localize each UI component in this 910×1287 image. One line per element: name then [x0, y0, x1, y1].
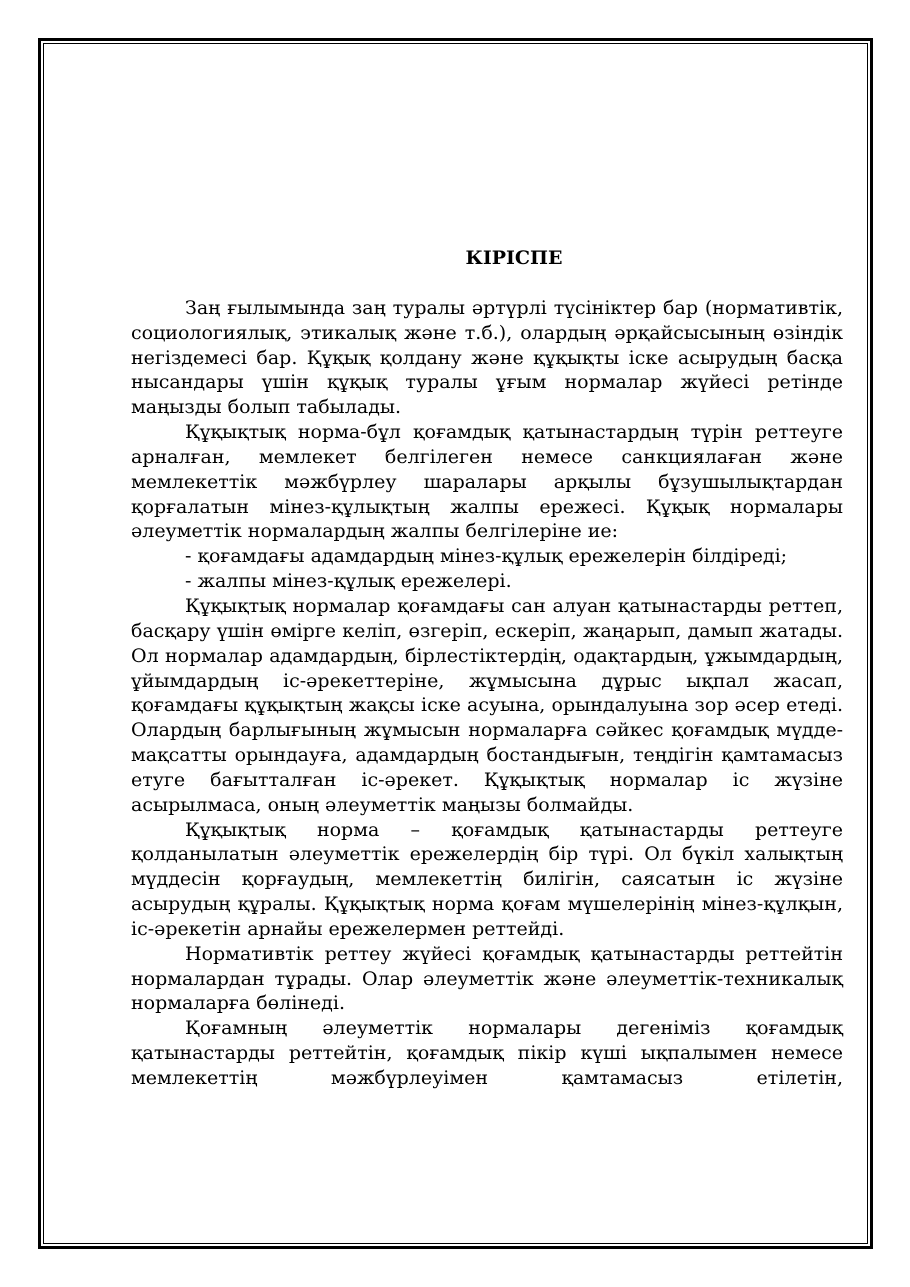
paragraph: Қоғамның әлеуметтік нормалары дегеніміз қоғамдық қатынастарды реттейтін, қоғамдық пікір күші ықпалымен немесе мемлекеттің мәжбүрлеуімен қамтамасыз етілетін,: [131, 1017, 843, 1089]
document-body: [131, 246, 843, 1091]
paragraph: Құқықтық норма-бұл қоғамдық қатынастардың түрін реттеуге арналған, мемлекет белгілеген немесе санкциялаған және мемлекеттік мәжбүрлеу шаралары арқылы бұзушылықтардан қорғалатын мінез-құлықтың жалпы ережесі. Құқық нормалары әлеуметтік нормалардың жалпы белгілеріне ие:: [131, 421, 843, 543]
paragraph: Заң ғылымында заң туралы әртүрлі түсініктер бар (нормативтік, социологиялық, этикалық және т.б.), олардың әрқайсысының өзіндік негіздемесі бар. Құқық қолдану және құқықты іске асырудың басқа нысандары үшін құқық туралы ұғым нормалар жүйесі ретінде маңызды болып табылады.: [131, 296, 843, 419]
list-item: - қоғамдағы адамдардың мінез-құлық ережелерін білдіреді;: [185, 545, 788, 568]
paragraph: Нормативтік реттеу жүйесі қоғамдық қатынастарды реттейтін нормалардан тұрады. Олар әлеуметтік және әлеуметтік-техникалық нормаларға бөлінеді.: [131, 942, 843, 1015]
paragraph: Құқықтық нормалар қоғамдағы сан алуан қатынастарды реттеп, басқару үшін өмірге келіп, өзгеріп, ескеріп, жаңарып, дамып жатады. Ол нормалар адамдардың, бірлестіктердің, одақтардың, ұжымдардың, ұйымдардың іс-әрекеттеріне, жұмысына дұрыс ықпал жасап, қоғамдағы құқықтың жақсы іске асуына, орындалуына зор әсер етеді. Олардың барлығының жұмысын нормаларға сәйкес қоғамдық мүдде-мақсатты орындауға, адамдардың бостандығын, теңдігін қамтамасыз етуге бағытталған іс-әрекет. Құқықтық нормалар іс жүзіне асырылмаса, оның әлеуметтік маңызы болмайды.: [131, 594, 843, 816]
document-title: КІРІСПЕ: [465, 247, 563, 269]
list-item: - жалпы мінез-құлық ережелері.: [185, 570, 512, 593]
paragraph: Құқықтық норма – қоғамдық қатынастарды реттеуге қолданылатын әлеуметтік ережелердің бір түрі. Ол бүкіл халықтың мүддесін қорғаудың, мемлекеттің билігін, саясатын іс жүзіне асырудың құралы. Құқықтық норма қоғам мүшелерінің мінез-құлқын, іс-әрекетін арнайы ережелермен реттейді.: [131, 818, 843, 940]
